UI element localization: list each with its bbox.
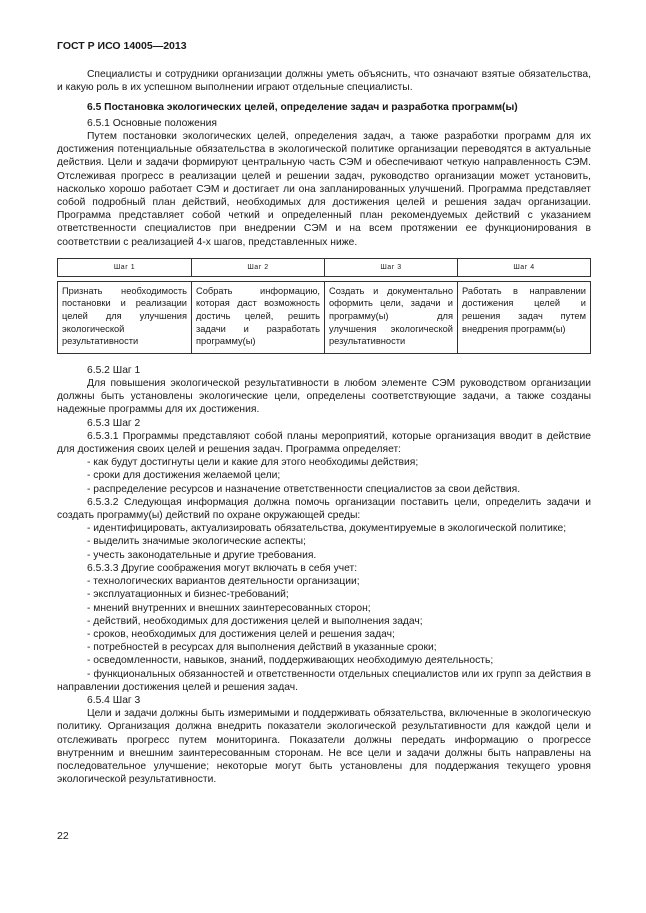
list-item: - идентифицировать, актуализировать обязательства, документируемые в экологической политике;	[87, 523, 567, 535]
clause-6533-text: 6.5.3.3 Другие соображения могут включать в себя учет:	[87, 562, 358, 574]
list-item: - сроков, необходимых для достижения целей и решения задач;	[87, 628, 395, 640]
steps-table-body	[57, 281, 591, 354]
list-item: - технологических вариантов деятельности организации;	[87, 576, 360, 588]
list-item: - распределение ресурсов и назначение ответственности специалистов за свои действия.	[87, 483, 521, 495]
list-item: - как будут достигнуты цели и какие для этого необходимы действия;	[87, 457, 419, 469]
subsection-653-title: 6.5.3 Шаг 2	[87, 417, 141, 429]
steps-table	[57, 258, 591, 354]
list-item-last: - функциональных обязанностей и ответственности отдельных специалистов или их групп за действия в направлении достижения целей и решения задач.	[57, 668, 591, 693]
intro-paragraph: Специалисты и сотрудники организации должны уметь объяснить, что означают взятые обязательства, и какую роль в их успешном выполнении играют отдельные специалисты.	[57, 69, 591, 94]
subsection-651-text: Путем постановки экологических целей, определения задач, а также разработки программ для их достижения потенциальные обязательства в экологической политике организации переводятся в актуальные действия. Цели и задачи формируют центральную часть СЭМ и обеспечивают четкую направленность СЭМ. Отслеживая прогресс в реализации целей и решении задач, руководство организации может установить, насколько хорошо работает СЭМ и достигает ли она запланированных улучшений. Программа представляет собой подробный план действий, необходимых для достижения целей и решения задач организации. Программа представляет собой четкий и определенный план рекомендуемых действий с указанием ответственности специалистов при внедрении СЭМ и на всем протяжении ее функционирования в соответствии с реализацией 4-х шагов, представленных ниже.	[57, 131, 591, 248]
subsection-651-title: 6.5.1 Основные положения	[87, 117, 217, 129]
step-4-label: Шаг 4	[457, 259, 590, 276]
subsection-654-text: Цели и задачи должны быть измеримыми и поддерживать обязательства, включенные в экологическую политику. Организация должна внедрить показатели экологической результативности для каждой цели и отслеживать прогресс путем мониторинга. Показатели должны передать информацию о прогрессе внутренним и внешним заинтересованным сторонам. Не все цели и задачи должны быть направлены на последовательное улучшение; некоторые могут быть установлены для поддержания текущего уровня экологической результативности.	[57, 708, 591, 786]
step-1-text: Признать необходимость постановки и реализации целей для улучшения экологической результативности	[62, 285, 187, 347]
step-1-label: Шаг 1	[113, 263, 136, 271]
step-2-label: Шаг 2	[191, 259, 324, 276]
list-item: - мнений внутренних и внешних заинтересованных сторон;	[87, 602, 371, 614]
step-2-text: Собрать информацию, которая даст возможность достичь целей, решить задачи и разработать программу(ы)	[191, 282, 324, 353]
list-item: - потребностей в ресурсах для выполнения действий в указанные сроки;	[87, 642, 437, 654]
list-item: - действий, необходимых для достижения целей и выполнения задач;	[87, 615, 423, 627]
list-item: - выделить значимые экологические аспекты;	[87, 536, 306, 548]
document-page	[57, 40, 591, 786]
step-4-text: Работать в направлении достижения целей и решения задач путем внедрения программ(ы)	[457, 282, 590, 353]
steps-table-header	[57, 258, 591, 277]
list-item: - учесть законодательные и другие требования.	[87, 549, 317, 561]
section-title: 6.5 Постановка экологических целей, определение задач и разработка программ(ы)	[87, 101, 518, 113]
clause-6531-text: 6.5.3.1 Программы представляют собой планы мероприятий, которые организация вводит в действие для достижения своих целей и решения задач. Программа определяет:	[57, 430, 591, 456]
clause-6532-text: 6.5.3.2 Следующая информация должна помочь организации поставить цели, определить задачи и создать программу(ы) действий по охране окружающей среды:	[57, 496, 591, 522]
list-item: - сроки для достижения желаемой цели;	[87, 470, 281, 482]
subsection-652-title: 6.5.2 Шаг 1	[87, 364, 141, 376]
list-item: - осведомленности, навыков, знаний, поддерживающих необходимую деятельность;	[87, 655, 494, 667]
subsection-654-title: 6.5.4 Шаг 3	[87, 694, 141, 706]
step-3-text: Создать и документально оформить цели, задачи и программу(ы) для улучшения экологической результативности	[324, 282, 457, 353]
subsection-652-text: Для повышения экологической результативности в любом элементе СЭМ руководством организации должны быть установлены экологические цели, определены соответствующие задачи, а также созданы надежные программы для их достижения.	[57, 378, 591, 416]
step-3-label: Шаг 3	[324, 259, 457, 276]
list-item: - эксплуатационных и бизнес-требований;	[87, 589, 289, 601]
document-header: ГОСТ Р ИСО 14005—2013	[57, 40, 187, 52]
page-number: 22	[57, 830, 69, 842]
